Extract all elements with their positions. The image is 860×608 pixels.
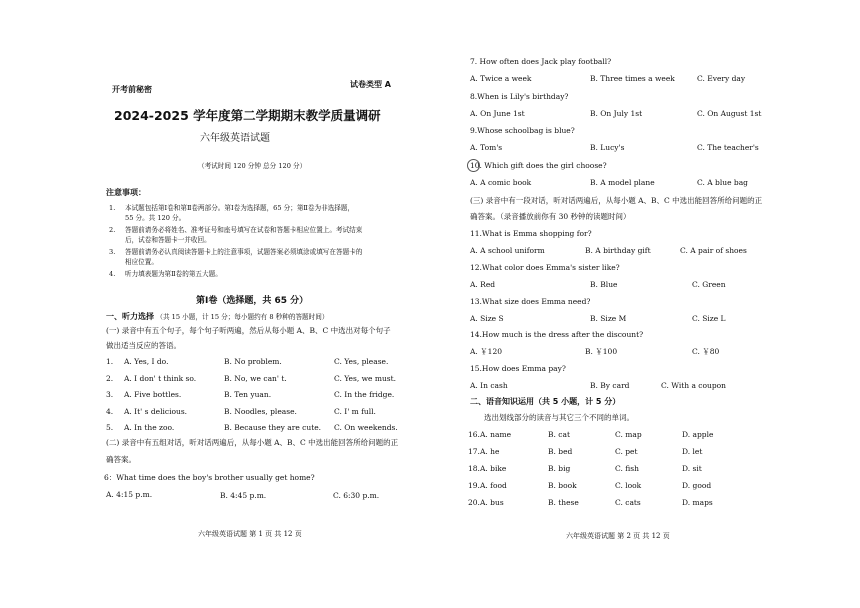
q6-option-a: A. 4:15 p.m. [106,490,153,499]
option-c: C. ￥80 [692,347,720,357]
note-line: 答题前请务必认真阅读答题卡上的注意事项，试题答案必须填涂或填写在答题卡的 [125,248,363,256]
option-b: B. A birthday gift [585,246,651,255]
phonics-num: 19. [468,481,480,490]
option-c: C. map [615,430,642,439]
option-c: C. The teacher's [697,143,759,152]
question-block [470,364,790,398]
note-num: 1. [109,204,116,212]
option-a: A. On June 1st [470,108,525,118]
section1-instr-line2: 做出适当反应的答语。 [106,341,181,350]
question-text: 13.What size does Emma need? [470,296,591,306]
option-d: D. apple [682,430,714,439]
phonics-num: 20. [468,498,480,507]
section2-instr-line2: 确答案。 [106,455,136,464]
option-b: B. Ten yuan. [224,390,272,399]
question-text: 11.What is Emma shopping for? [470,229,592,238]
option-a: A. Twice a week [470,74,532,83]
option-a: A. A school uniform [470,246,545,255]
question-text: 8.When is Lily's birthday? [470,91,569,101]
phonics-row [468,464,768,481]
option-c: C. Yes, please. [334,357,389,366]
phonics-row [468,447,768,464]
questions-11-15 [470,229,790,398]
option-b: B. these [548,498,579,507]
option-a: A. Red [470,279,496,289]
note-num: 4. [109,270,116,278]
option-c: C. A pair of shoes [680,246,747,255]
page-footer: 六年级英语试题 第 2 页 共 12 页 [566,532,670,540]
section3-instr-line2: 确答案。（录音播放前你有 30 秒钟的读题时间） [470,212,631,221]
option-a: A. It' s delicious. [124,406,188,416]
option-b: B. book [548,481,577,490]
phonics-row [468,430,768,447]
question-block [470,126,790,161]
option-c: C. pet [615,447,638,456]
option-a: A. name [480,430,512,439]
option-c: C. cats [615,498,641,507]
option-b: B. Size M [590,313,627,323]
question-num: 2. [106,373,114,383]
questions-1-5 [106,357,416,440]
option-b: B. Lucy's [590,143,625,152]
option-a: A. In cash [470,381,508,391]
option-b: B. ￥100 [585,347,618,357]
option-c: C. With a coupon [661,381,726,391]
phonics-num: 16. [468,430,480,439]
option-a: A. Size S [470,313,504,323]
option-d: D. good [682,481,712,490]
paper-type-label: 试卷类型 A [350,80,391,89]
option-a: A. In the zoo. [124,423,175,432]
option-c: C. On August 1st [697,108,762,118]
question-num: 4. [106,406,114,416]
phonics-questions [468,430,768,515]
q6-option-b: B. 4:45 p.m. [220,491,267,500]
option-b: B. Noodles, please. [224,406,297,416]
option-b: B. Three times a week [590,74,675,83]
question-row [106,390,416,407]
notes-heading: 注意事项： [106,188,146,197]
option-c: C. Size L [692,313,726,323]
question-block [470,161,790,196]
phonics-row [468,498,768,515]
option-b: B. Because they are cute. [224,423,322,432]
exam-subtitle: 六年级英语试题 [200,133,270,144]
question-row [106,357,416,374]
option-a: A. food [480,481,507,490]
note-item [106,226,406,248]
note-line: 听力填表题为第Ⅱ卷的第五大题。 [125,270,222,278]
question-text: 14.How much is the dress after the discount? [470,330,644,340]
phonics-num: 17. [468,447,480,456]
option-a: A. Tom's [470,143,503,152]
listening-heading: 一、听力选择 [106,312,154,321]
question-block [470,229,790,263]
option-b: B. No, we can' t. [224,373,287,383]
option-a: A. ￥120 [470,347,502,357]
option-b: B. On July 1st [590,108,643,118]
section2-instr-line1: (二) 录音中有五组对话，听对话两遍后，从每小题 A、B、C 中选出能回答所给问题的正 [106,438,399,447]
note-line: 相应位置。 [125,258,158,266]
option-d: D. let [682,447,703,456]
page-2 [430,0,860,608]
listening-heading-row [106,312,328,322]
option-c: C. In the fridge. [334,390,395,399]
phonics-heading: 二、语音知识运用（共 5 小题，计 5 分） [470,397,621,406]
option-b: B. By card [590,381,630,391]
option-a: A. bike [480,464,507,473]
note-item [106,248,406,270]
question-block [470,297,790,331]
secret-label: 开考前秘密 [112,85,152,94]
question-block [470,263,790,297]
note-num: 3. [109,248,116,256]
option-d: D. sit [682,464,702,473]
option-c: C. I' m full. [334,406,376,416]
option-a: A. Five bottles. [124,390,182,399]
question-text: 12.What color does Emma's sister like? [470,262,620,272]
note-num: 2. [109,226,116,234]
section1-instr-line1: (一) 录音中有五个句子，每个句子听两遍，然后从每小题 A、B、C 中选出对每个句子 [106,326,391,335]
question-6: 6：What time does the boy's brother usually get home? [104,473,315,482]
question-num: 3. [106,390,114,399]
option-a: A. bus [480,498,504,507]
option-c: C. On weekends. [334,423,398,432]
question-num: 1. [106,357,114,366]
question-text: 10. Which gift does the girl choose? [470,160,607,170]
option-c: C. look [615,481,642,490]
note-line: 后，试卷和答题卡一并收回。 [125,236,211,244]
option-b: B. big [548,464,571,473]
option-c: C. Yes, we must. [334,373,397,383]
phonics-instructions: 选出划线部分的读音与其它三个不同的单词。 [484,413,634,422]
questions-7-10 [470,57,790,195]
question-text: 7. How often does Jack play football? [470,57,612,66]
option-b: B. Blue [590,279,618,289]
option-a: A. I don' t think so. [124,373,197,383]
listening-info: （共 15 小题，计 15 分；每小题约有 8 秒种的答题时间） [156,313,329,321]
phonics-row [468,481,768,498]
option-a: A. Yes, I do. [124,357,169,366]
option-b: B. bed [548,447,573,456]
option-c: C. Every day [697,74,746,83]
phonics-num: 18. [468,464,480,473]
page-footer: 六年级英语试题 第 1 页 共 12 页 [198,530,302,538]
option-c: C. A blue bag [697,177,748,187]
note-line: 55 分。共 120 分。 [125,214,186,222]
question-row [106,374,416,391]
option-a: A. A comic book [470,177,532,187]
exam-info: （考试时间 120 分钟 总分 120 分） [198,162,307,170]
option-a: A. he [480,447,500,456]
question-num: 5. [106,423,114,432]
notes-list [106,204,406,282]
exam-title: 2024-2025 学年度第二学期期末教学质量调研 [114,108,381,123]
note-item [106,204,406,226]
option-b: B. A model plane [590,177,655,187]
part1-heading: 第Ⅰ卷（选择题，共 65 分） [196,296,309,306]
question-block [470,57,790,92]
note-line: 本试题包括第Ⅰ卷和第Ⅱ卷两部分。第Ⅰ卷为选择题，65 分；第Ⅱ卷为非选择题， [125,204,355,212]
question-row [106,407,416,424]
option-b: B. No problem. [224,357,282,366]
question-text: 9.Whose schoolbag is blue? [470,126,575,135]
option-c: C. Green [692,279,726,289]
note-item [106,270,406,282]
option-b: B. cat [548,430,570,439]
question-text: 15.How does Emma pay? [470,364,566,374]
question-block [470,330,790,364]
section3-instr-line1: (三) 录音中有一段对话，听对话两遍后，从每小题 A、B、C 中选出能回答所给问题的正 [470,196,763,205]
option-d: D. maps [682,498,713,507]
note-line: 答题前请务必将姓名、准考证号和座号填写在试卷和答题卡相应位置上。考试结束 [125,226,363,234]
option-c: C. fish [615,464,639,473]
q6-option-c: C. 6:30 p.m. [333,491,380,500]
question-block [470,92,790,127]
